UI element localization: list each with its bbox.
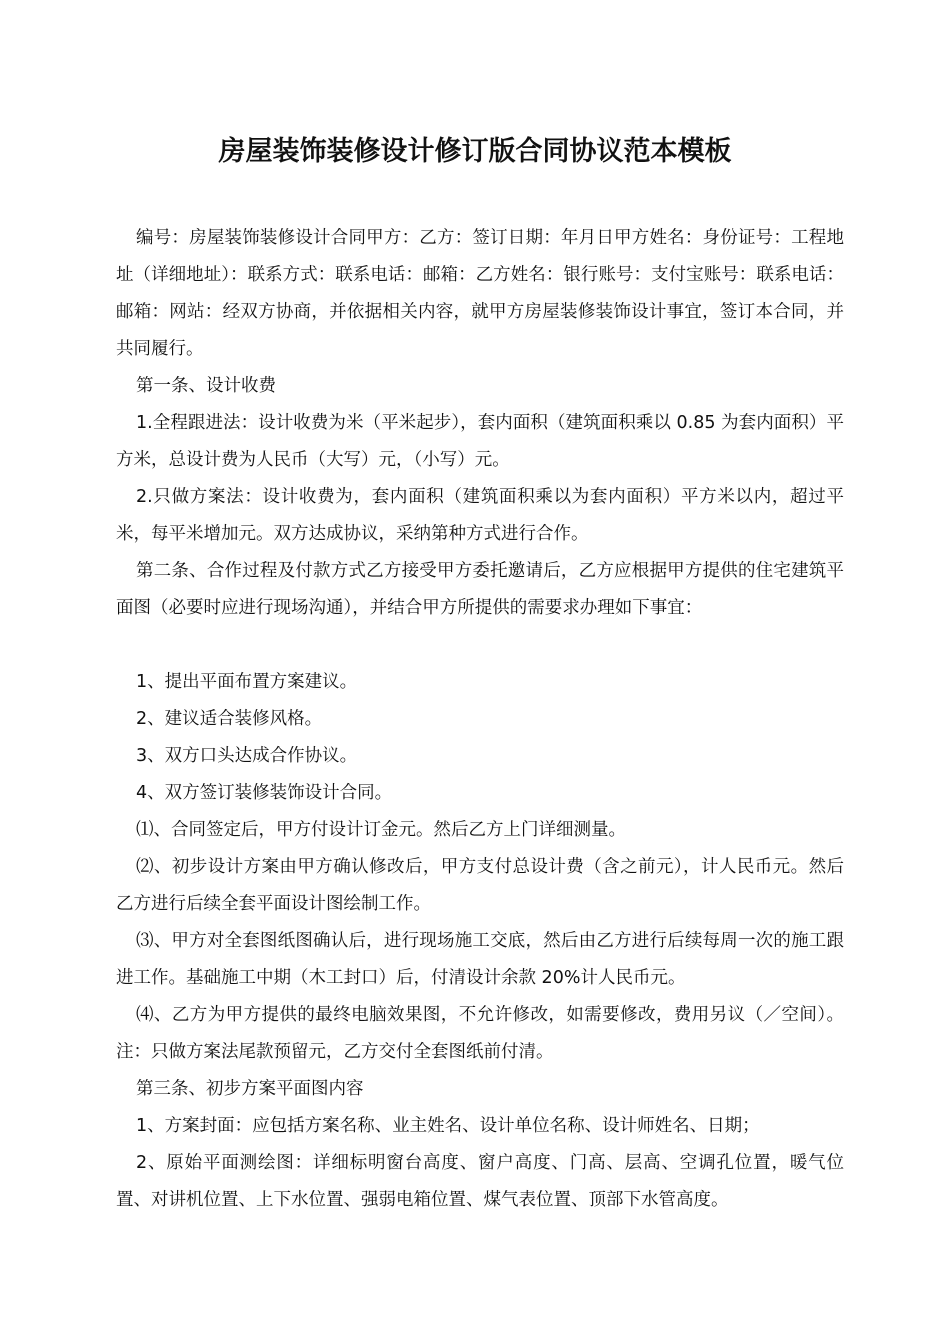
article-two-heading: 第二条、合作过程及付款方式乙方接受甲方委托邀请后，乙方应根据甲方提供的住宅建筑平面图（必要时应进行现场沟通），并结合甲方所提供的需要求办理如下事宜： (116, 561, 844, 618)
intro-paragraph: 编号：房屋装饰装修设计合同甲方：乙方：签订日期：年月日甲方姓名：身份证号：工程地址（详细地址）：联系方式：联系电话：邮箱：乙方姓名：银行账号：支付宝账号：联系电话：邮箱：网站：经双方协商，并依据相关内容，就甲方房屋装修装饰设计事宜，签订本合同，并共同履行。 (116, 228, 844, 359)
plan-item-1: 1、方案封面：应包括方案名称、业主姓名、设计单位名称、设计师姓名、日期； (136, 1116, 760, 1136)
list-item: 2、建议适合装修风格。 (136, 709, 323, 729)
plan-item-2: 2、原始平面测绘图：详细标明窗台高度、窗户高度、门高、层高、空调孔位置，暖气位置、对讲机位置、上下水位置、强弱电箱位置、煤气表位置、顶部下水管高度。 (116, 1153, 844, 1210)
payment-clause-3: ⑶、甲方对全套图纸图确认后，进行现场施工交底，然后由乙方进行后续每周一次的施工跟进工作。基础施工中期（木工封口）后，付清设计余款 20%计人民币元。 (116, 931, 844, 988)
document-body (116, 220, 844, 1219)
document-title: 房屋装饰装修设计修订版合同协议范本模板 (218, 136, 732, 167)
list-item: 1、提出平面布置方案建议。 (136, 672, 358, 692)
fee-method-2: 2.只做方案法：设计收费为，套内面积（建筑面积乘以为套内面积）平方米以内，超过平米，每平米增加元。双方达成协议，采纳第种方式进行合作。 (116, 487, 844, 544)
payment-clause-2: ⑵、初步设计方案由甲方确认修改后，甲方支付总设计费（含之前元），计人民币元。然后乙方进行后续全套平面设计图绘制工作。 (116, 857, 844, 914)
list-item: 3、双方口头达成合作协议。 (136, 746, 358, 766)
payment-clause-4: ⑷、乙方为甲方提供的最终电脑效果图，不允许修改，如需要修改，费用另议（／空间）。注：只做方案法尾款预留元，乙方交付全套图纸前付清。 (116, 1005, 844, 1062)
blank-line (116, 627, 844, 664)
fee-method-1: 1.全程跟进法：设计收费为米（平米起步），套内面积（建筑面积乘以 0.85 为套内面积）平方米，总设计费为人民币（大写）元，（小写）元。 (116, 413, 844, 470)
list-item: 4、双方签订装修装饰设计合同。 (136, 783, 393, 803)
article-one-heading: 第一条、设计收费 (136, 376, 276, 396)
article-three-heading: 第三条、初步方案平面图内容 (136, 1079, 364, 1099)
payment-clause-1: ⑴、合同签定后，甲方付设计订金元。然后乙方上门详细测量。 (136, 820, 626, 840)
